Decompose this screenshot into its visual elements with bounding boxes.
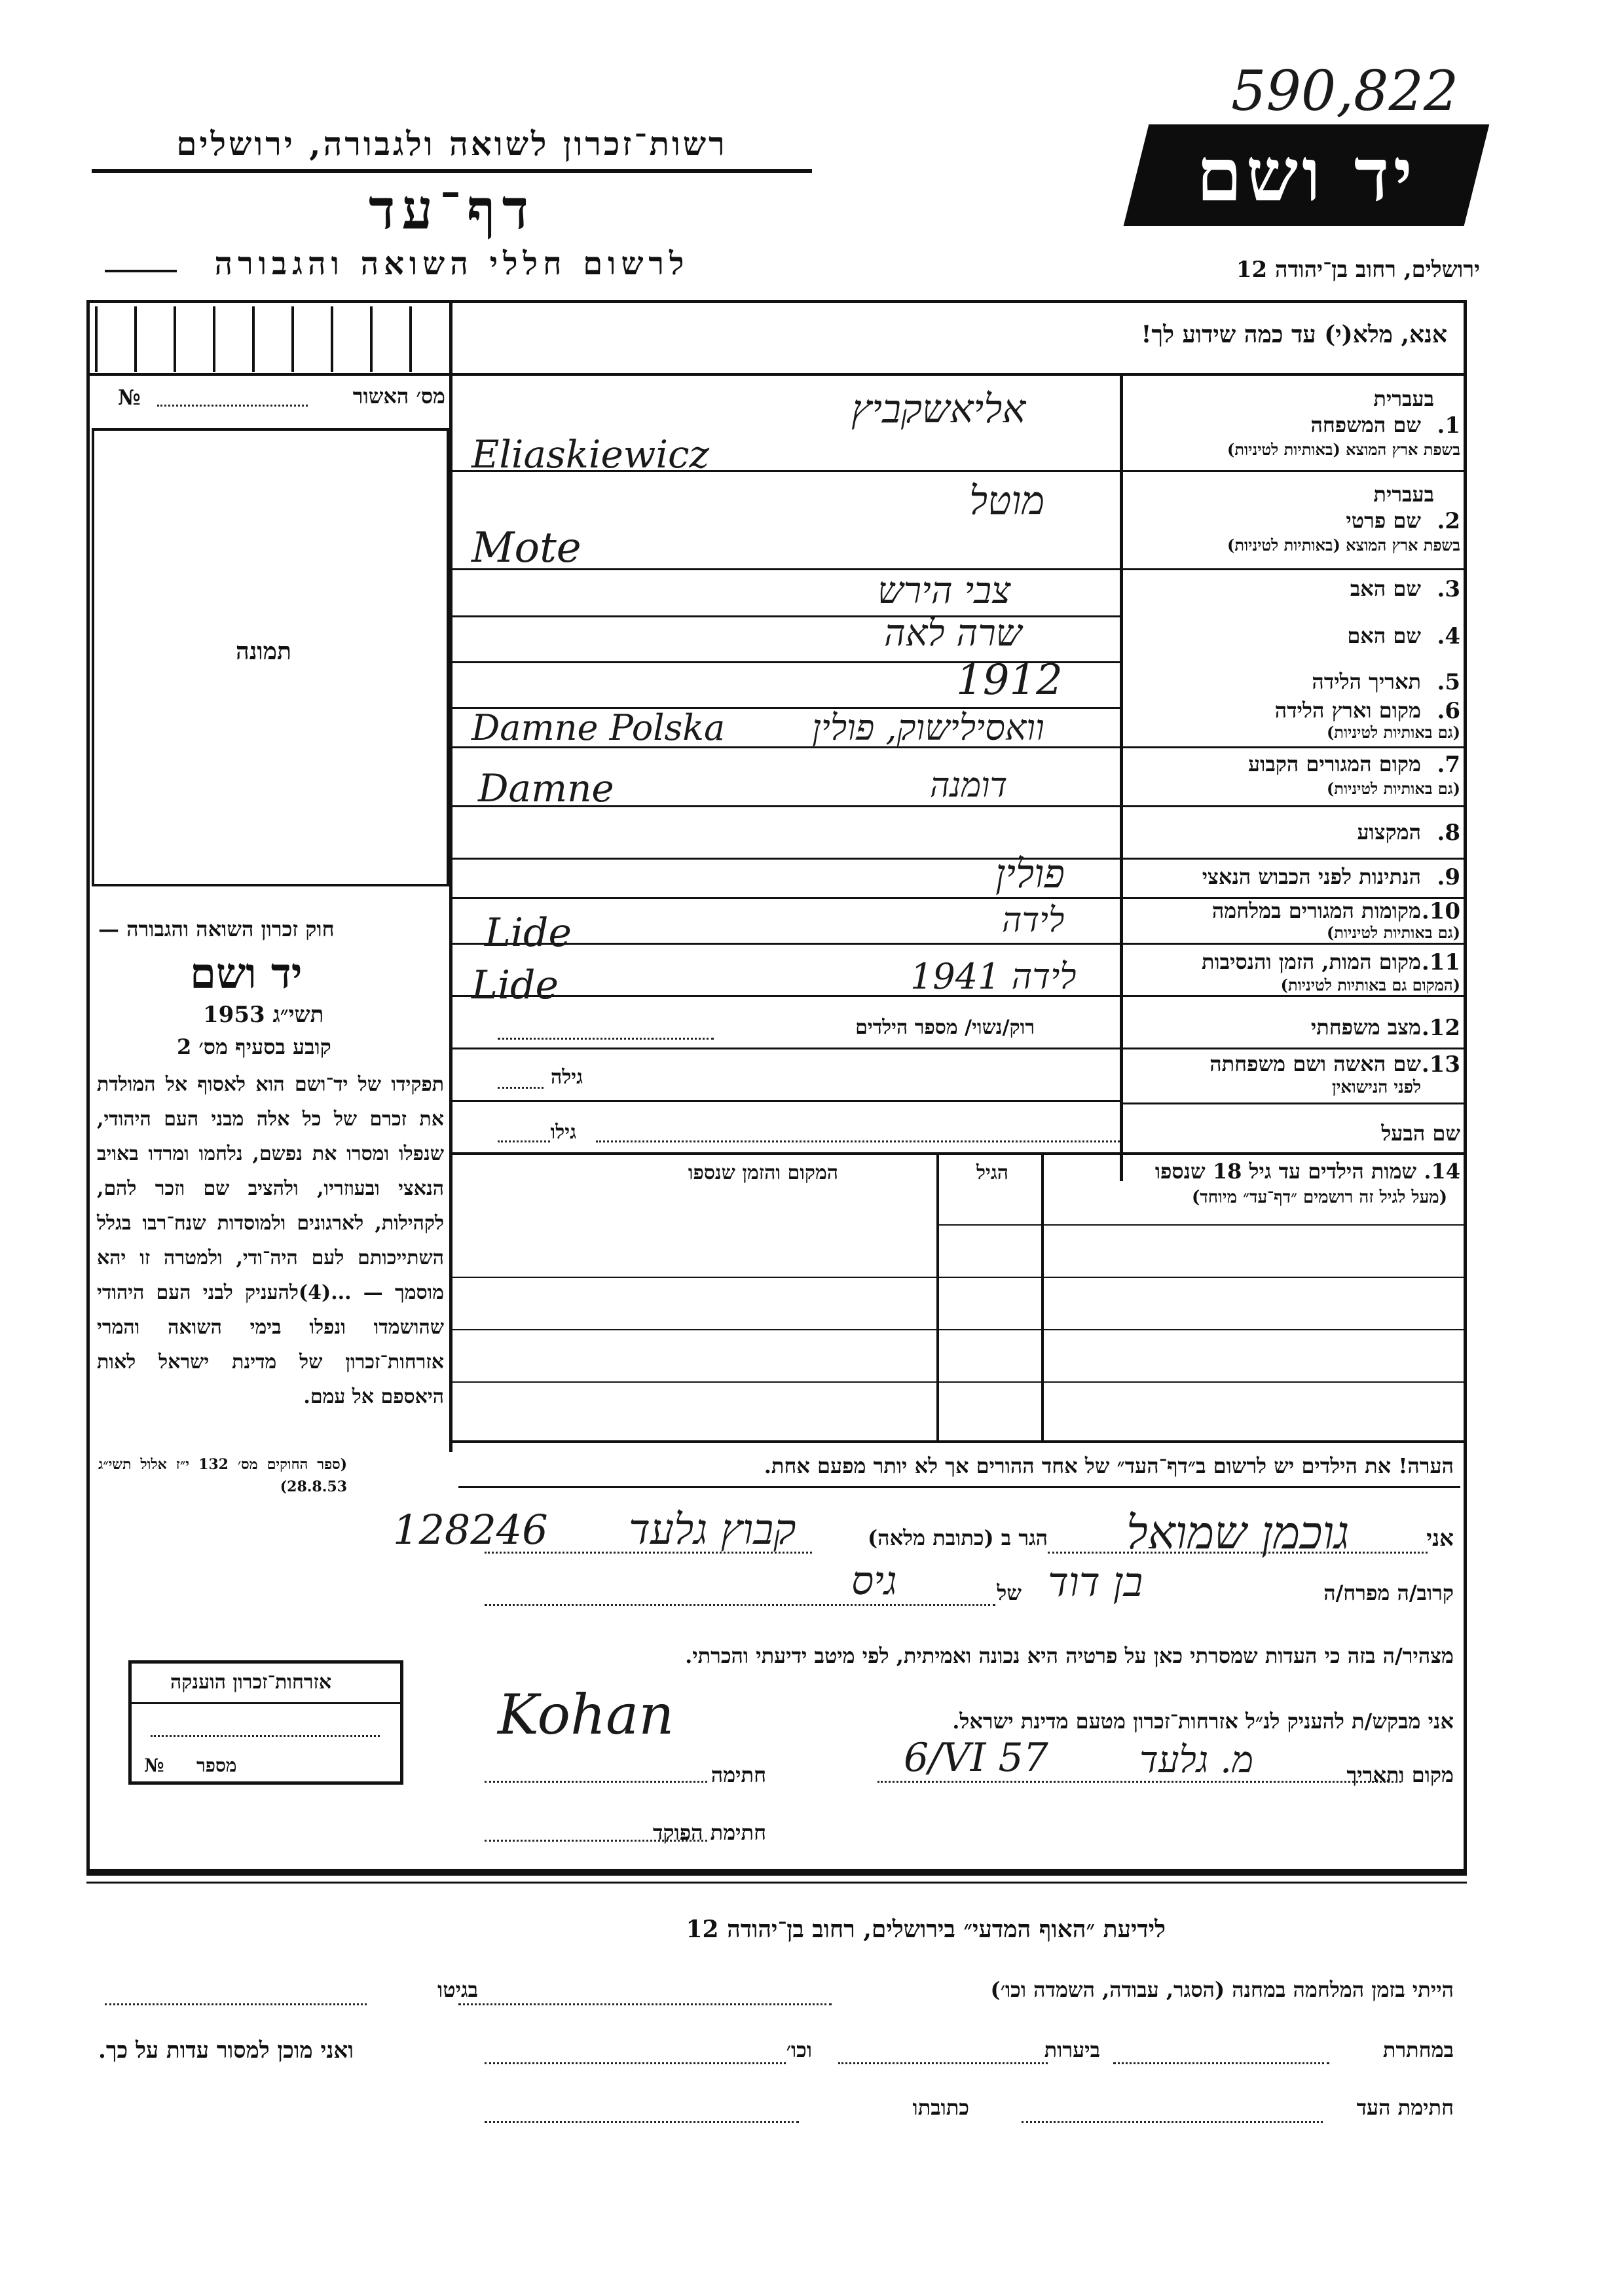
husband-name-label: שם הבעל: [1381, 1121, 1460, 1146]
bottom-line1-end: בגיטו: [437, 1977, 478, 2002]
field-3-number: 3.: [1437, 576, 1460, 602]
place-date-line: [877, 1781, 1401, 1783]
field-1-hebrew: אליאשקביץ: [851, 386, 1026, 432]
field-11-sub: (המקום גם באותיות לטיניות): [1280, 975, 1460, 994]
signature-label: חתימה: [710, 1762, 766, 1787]
field-5-label: תאריך הלידה: [1312, 669, 1421, 694]
field-6-sub: (גם באותיות לטיניות): [1326, 723, 1460, 742]
field-10-hebrew: לידה: [1002, 901, 1065, 940]
field-1-tag: בעברית: [1373, 386, 1434, 411]
field-3-value: צבי הירש: [877, 570, 1011, 612]
bottom-line2-start: במחתרת: [1382, 2037, 1454, 2062]
bottom-title: לידיעת ״האוף המדעי״ בירושלים, רחוב בן־יהודה 12: [686, 1916, 1166, 1943]
children-table-bottom: [452, 1440, 1467, 1443]
field-13-label: שם האשה ושם משפחתה: [1209, 1051, 1421, 1076]
row-line: [452, 1048, 1467, 1049]
citizenship-title: אזרחות־זכרון הוענקה: [170, 1671, 332, 1694]
field-13-value: גילה: [550, 1066, 583, 1089]
bottom-line2-mid: ביערות: [1044, 2037, 1100, 2062]
field-7-label: מקום המגורים הקבוע: [1248, 752, 1421, 776]
date-value: 6/VI 57: [904, 1735, 1048, 1781]
law-name: יד ושם: [190, 949, 303, 998]
field-7-number: 7.: [1437, 752, 1460, 778]
law-text: תפקידו של יד־ושם הוא לאסוף אל המולדת את זכרם של כל אלה מבני העם היהודי, שנפלו ומסרו את נפשם, נלחמו ומרדו באויב הנאצי ובעוזריו, ולהציב שם וזכר להם, לקהילות, לארגונים ולמוסדות שנח־רבו בגלל השתייכותם לעם היה־ודי, ולמטרה זו יהא מוסמך — ...(4)להעניק לבני העם היהודי שהושמדו ונפלו בימי השואה והמרי אזרחות־זכרון של מדינת ישראל לאות היאספם אל עמם.: [97, 1073, 444, 1408]
field-11-hebrew: לידה 1941: [910, 956, 1077, 997]
children-row: [452, 1277, 1467, 1278]
children-label: 14. שמות הילדים עד גיל 18 שנספו: [1154, 1159, 1460, 1184]
field-9-label: הנתינות לפני הכבוש הנאצי: [1202, 864, 1421, 889]
law-sub: קובע בסעיף מס׳ 2: [177, 1034, 331, 1059]
bottom-line3-dots2: [485, 2121, 799, 2123]
signature-line: [485, 1781, 707, 1783]
left-column-divider: [449, 300, 452, 1452]
doc-title: דף־עד: [368, 177, 535, 242]
law-year: תשי״ג 1953: [203, 1002, 324, 1028]
declarant-signature: Kohan: [498, 1683, 674, 1747]
bottom-line2-dots3: [485, 2062, 786, 2064]
field-6-latin: Damne Polska: [471, 707, 726, 748]
relation-value: בן דוד: [1048, 1558, 1143, 1606]
approval-number-label: מס׳ האשור: [352, 384, 445, 409]
children-row: [452, 1329, 1467, 1330]
field-11-latin: Lide: [471, 962, 559, 1008]
bottom-line3-start: חתימת העד: [1356, 2095, 1454, 2120]
field-4-number: 4.: [1437, 623, 1460, 649]
bottom-line2-dots1: [1113, 2062, 1329, 2064]
declarant-name: גוכמן שמואל: [1126, 1506, 1350, 1559]
children-row: [936, 1224, 1467, 1226]
bottom-line2-dots2: [838, 2062, 1048, 2064]
field-10-number: 10.: [1421, 898, 1460, 924]
field-13-line: [498, 1087, 544, 1089]
field-2-number: 2.: [1437, 508, 1460, 534]
archive-number: 590,822: [1231, 59, 1459, 123]
citizenship-line: [151, 1735, 380, 1737]
field-6-hebrew: וואסילישוק, פולין: [812, 707, 1044, 748]
field-10-label: מקומות המגורים במלחמה: [1211, 898, 1421, 923]
children-place-col: המקום והזמן שנספו: [688, 1161, 838, 1184]
request-text: אני מבקש/ת להעניק לנ״ל אזרחות־זכרון מטעם מדינת ישראל.: [952, 1709, 1454, 1734]
field-12-number: 12.: [1421, 1015, 1460, 1041]
relation-label: קרוב/ה מפרח/ה: [1323, 1580, 1454, 1605]
separator-1: [86, 1872, 1467, 1876]
law-title: חוק זכרון השואה והגבורה —: [98, 917, 335, 941]
note-underline: [458, 1486, 1460, 1488]
logo-text: יד ושם: [1196, 132, 1417, 218]
officer-line: [485, 1840, 707, 1842]
bottom-line2-end: ואני מוכן למסור עדות על כך.: [98, 2037, 354, 2064]
field-11-label: מקום המות, הזמן והנסיבות: [1201, 949, 1421, 974]
officer-label: חתימת הפוקד: [653, 1820, 766, 1845]
bottom-line3-dots1: [1022, 2121, 1323, 2123]
purpose-dash: [105, 270, 177, 272]
husband-age-line: [498, 1140, 550, 1142]
field-8-number: 8.: [1437, 820, 1460, 846]
bottom-line1: הייתי בזמן המלחמה במחנה (הסגר, עבודה, השמדה וכו׳): [990, 1977, 1454, 2002]
field-8-label: המקצוע: [1357, 820, 1421, 845]
field-2-latin: Mote: [471, 524, 581, 572]
field-7-hebrew: דומנה: [930, 766, 1008, 805]
field-12-line: [498, 1038, 714, 1040]
field-13-number: 13.: [1421, 1051, 1460, 1078]
row-line: [452, 943, 1467, 945]
doc-purpose: לרשום חללי השואה והגבורה: [214, 246, 690, 282]
declaration-text: מצהיר/ה בזה כי העדות שמסרתי כאן על פרטיה היא נכונה ואמיתית, לפי מיטב ידיעתי והכרתי.: [685, 1643, 1454, 1668]
declarant-name-line: [1048, 1552, 1428, 1554]
declarant-address: קבוץ גלעד: [629, 1506, 796, 1554]
field-6-number: 6.: [1437, 698, 1460, 724]
field-4-value: שרה לאה: [884, 612, 1022, 655]
field-11-number: 11.: [1421, 949, 1460, 975]
citizenship-no: №: [144, 1755, 164, 1776]
field-3-label: שם האב: [1350, 576, 1421, 601]
field-7-sub: (גם באותיות לטיניות): [1326, 779, 1460, 798]
bottom-line3-mid: כתובתו: [912, 2095, 969, 2120]
citizenship-number-label: מספר: [196, 1755, 237, 1776]
approval-number-no: №: [118, 385, 141, 410]
field-5-value: 1912: [956, 656, 1063, 704]
field-12-value: רוק/נשוי/ מספר הילדים: [855, 1016, 1035, 1039]
address-line: [485, 1552, 812, 1554]
bottom-line2-etc: וכו׳: [786, 2037, 812, 2062]
row-line: [452, 1100, 1120, 1102]
children-col-divider: [1041, 1152, 1044, 1440]
relation-of: של: [997, 1580, 1022, 1605]
address: ירושלים, רחוב בן־יהודה 12: [1236, 257, 1480, 283]
place-date-label: מקום ותאריך: [1346, 1762, 1454, 1787]
field-10-sub: (גם באותיות לטיניות): [1326, 923, 1460, 942]
husband-name-line: [596, 1140, 1120, 1142]
field-13-sub: לפני הנישואין: [1331, 1078, 1421, 1097]
field-2-sub: בשפת ארץ המוצא (באותיות לטיניות): [1227, 536, 1460, 555]
field-2-hebrew: מוטל: [969, 478, 1045, 524]
reference-boxes: [95, 306, 449, 372]
declarant-ani: אני: [1426, 1525, 1454, 1552]
field-1-number: 1.: [1437, 412, 1460, 439]
photo-label: תמונה: [236, 638, 291, 665]
place-value: מ. גלעד: [1139, 1739, 1254, 1781]
field-1-label: שם המשפחה: [1310, 412, 1421, 437]
field-10-latin: Lide: [485, 910, 572, 956]
instruction: אנא, מלא(י) עד כמה שידוע לך!: [1141, 321, 1447, 348]
field-12-label: מצב משפחתי: [1310, 1015, 1421, 1040]
children-table-top: [452, 1152, 1467, 1155]
relation-extra: גיס: [851, 1558, 897, 1604]
children-col-divider: [936, 1152, 939, 1440]
declarant-ref: 128246: [393, 1506, 548, 1554]
field-6-label: מקום וארץ הלידה: [1274, 698, 1421, 723]
law-source: (ספר החוקים מס׳ 132 י״ז אלול תשי״ג 28.8.53): [98, 1456, 347, 1495]
row-line: [452, 858, 1467, 860]
authority-title: רשות־זכרון לשואה ולגבורה, ירושלים: [176, 124, 728, 163]
resides-label: הגר ב (כתובת מלאה): [868, 1525, 1048, 1550]
field-1-sub: בשפת ארץ המוצא (באותיות לטיניות): [1227, 440, 1460, 459]
instruction-row-bottom: [86, 373, 1467, 376]
bottom-line1-dots: [458, 2003, 832, 2005]
husband-age-label: גילו: [550, 1121, 576, 1144]
field-2-tag: בעברית: [1373, 482, 1434, 507]
field-1-latin: Eliaskiewicz: [471, 432, 710, 477]
approval-number-line: [157, 405, 308, 407]
citizenship-divider: [131, 1702, 401, 1704]
children-row: [452, 1381, 1467, 1383]
field-9-number: 9.: [1437, 864, 1460, 890]
row-line: [1120, 1102, 1467, 1104]
bottom-line1-dots2: [105, 2003, 367, 2005]
note: הערה! את הילדים יש לרשום ב״דף־העד״ של אחד ההורים אך לא יותר מפעם אחת.: [764, 1453, 1454, 1478]
field-2-label: שם פרטי: [1346, 508, 1421, 533]
children-sub: (מעל לגיל זה רושמים ״דף־עד״ מיוחד): [1191, 1188, 1447, 1207]
field-4-label: שם האם: [1347, 623, 1421, 648]
field-9-value: פולין: [995, 851, 1065, 897]
field-7-latin: Damne: [478, 766, 614, 811]
separator-2: [86, 1882, 1467, 1884]
field-5-number: 5.: [1437, 669, 1460, 695]
authority-underline: [92, 169, 812, 173]
children-age-col: הגיל: [976, 1161, 1008, 1184]
relation-line: [485, 1604, 995, 1606]
label-column-divider: [1120, 376, 1123, 1181]
